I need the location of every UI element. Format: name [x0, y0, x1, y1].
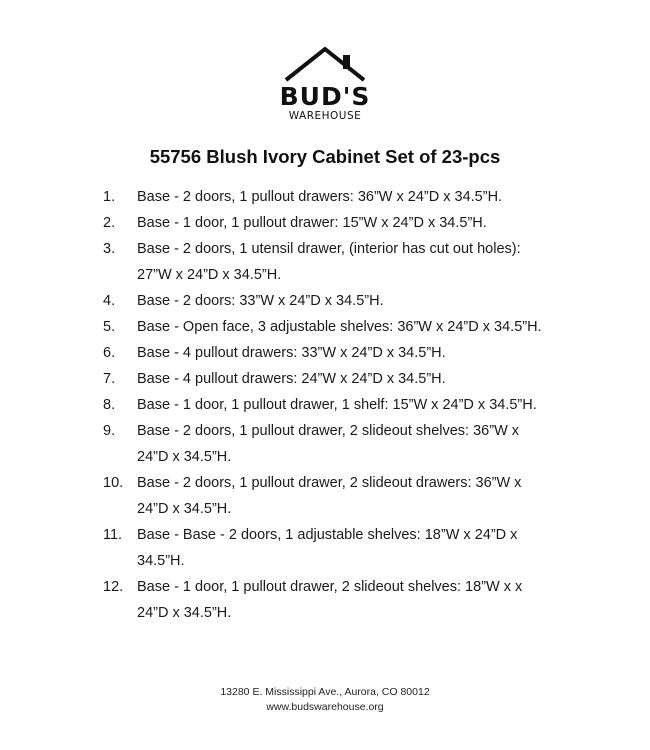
list-item-text: Base - 4 pullout drawers: 24”W x 24”D x 34.5”H. — [137, 371, 446, 387]
list-item-number: 11. — [103, 527, 123, 543]
list-item-text: Base - 2 doors, 1 pullout drawer, 2 slideout shelves: 36”W x 24”D x 34.5”H. — [137, 423, 520, 465]
list-item-text: Base - 2 doors, 1 pullout drawer, 2 slideout drawers: 36”W x 24”D x 34.5”H. — [137, 475, 522, 517]
list-item-text: Base - 2 doors, 1 utensil drawer, (interior has cut out holes): 27”W x 24”D x 34.5”H. — [137, 241, 521, 283]
list-item-number: 10. — [103, 475, 124, 491]
company-logo — [0, 44, 650, 124]
cabinet-list — [0, 184, 650, 626]
list-item — [0, 314, 650, 340]
list-item — [0, 470, 650, 522]
list-item — [0, 392, 650, 418]
list-item — [0, 574, 650, 626]
footer-address: 13280 E. Mississippi Ave., Aurora, CO 80012 — [220, 686, 430, 698]
list-item-text: Base - 1 door, 1 pullout drawer, 2 slideout shelves: 18”W x x 24”D x 34.5”H. — [137, 579, 523, 621]
logo-subtitle: WAREHOUSE — [288, 110, 362, 122]
list-item-number: 2. — [103, 215, 116, 231]
list-item-number: 9. — [103, 423, 116, 439]
list-item — [0, 288, 650, 314]
list-item — [0, 366, 650, 392]
list-item-text: Base - Open face, 3 adjustable shelves: 36”W x 24”D x 34.5”H. — [137, 319, 542, 335]
list-item-number: 3. — [103, 241, 116, 257]
list-item-text: Base - 1 door, 1 pullout drawer: 15”W x 24”D x 34.5”H. — [137, 215, 487, 231]
list-item — [0, 522, 650, 574]
list-item-number: 12. — [103, 579, 124, 595]
list-item-number: 1. — [103, 189, 116, 205]
list-item-number: 6. — [103, 345, 116, 361]
list-item-number: 8. — [103, 397, 116, 413]
list-item-text: Base - 4 pullout drawers: 33”W x 24”D x 34.5”H. — [137, 345, 446, 361]
list-item-text: Base - 1 door, 1 pullout drawer, 1 shelf: 15”W x 24”D x 34.5”H. — [137, 397, 537, 413]
list-item-text: Base - 2 doors, 1 pullout drawers: 36”W x 24”D x 34.5”H. — [137, 189, 503, 205]
list-item — [0, 418, 650, 470]
list-item-number: 4. — [103, 293, 116, 309]
footer — [0, 685, 650, 715]
list-item — [0, 210, 650, 236]
list-item-number: 5. — [103, 319, 116, 335]
list-item — [0, 236, 650, 288]
logo-name: BUD'S — [279, 82, 371, 111]
document-title: 55756 Blush Ivory Cabinet Set of 23-pcs — [149, 146, 501, 167]
list-item — [0, 340, 650, 366]
list-item-text: Base - Base - 2 doors, 1 adjustable shelves: 18”W x 24”D x 34.5”H. — [137, 527, 518, 569]
footer-website: www.budswarehouse.org — [266, 701, 384, 713]
house-roof-icon — [283, 44, 367, 84]
list-item-number: 7. — [103, 371, 116, 387]
list-item-text: Base - 2 doors: 33”W x 24”D x 34.5”H. — [137, 293, 384, 309]
list-item — [0, 184, 650, 210]
